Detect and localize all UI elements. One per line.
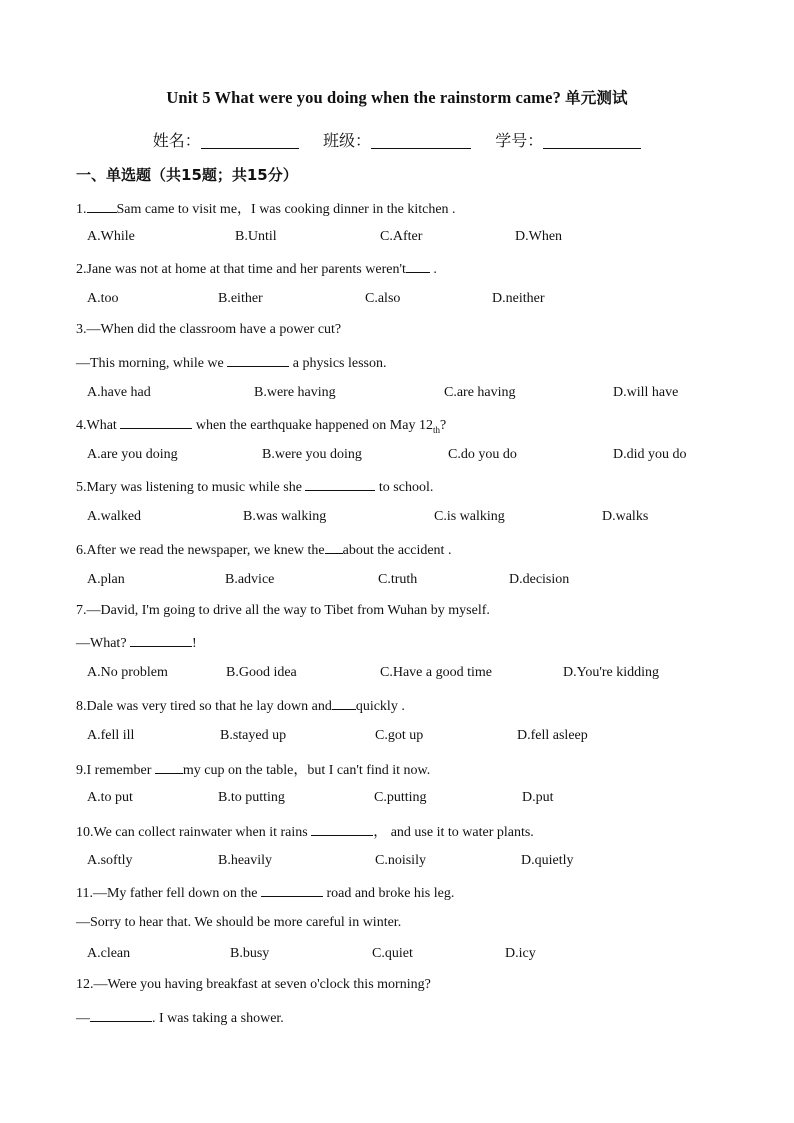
question-number: 12.: [76, 977, 94, 992]
option-c[interactable]: C.truth: [378, 572, 418, 587]
question-12: [76, 977, 431, 993]
option-d[interactable]: D.icy: [505, 946, 536, 961]
option-a[interactable]: A.have had: [87, 385, 151, 400]
answer-blank[interactable]: [325, 541, 343, 554]
question-number: 1.: [76, 202, 87, 217]
question-6: [76, 541, 451, 559]
question-text: —This morning, while we: [76, 356, 224, 371]
question-5: [76, 478, 433, 496]
question-number: 9.: [76, 763, 87, 778]
question-text: —What?: [76, 636, 127, 651]
answer-blank[interactable]: [130, 634, 192, 647]
question-text: —When did the classroom have a power cut?: [86, 322, 342, 337]
option-a[interactable]: A.walked: [87, 509, 142, 524]
option-d[interactable]: D.did you do: [613, 447, 687, 462]
question-number: 10.: [76, 825, 94, 840]
option-a[interactable]: A.clean: [87, 946, 131, 961]
option-b[interactable]: B.Until: [235, 229, 277, 244]
question-number: 5.: [76, 480, 87, 495]
title-chinese: 单元测试: [565, 89, 628, 107]
question-text-end: about the accident .: [342, 543, 452, 558]
option-a[interactable]: A.plan: [87, 572, 125, 587]
option-a[interactable]: A.softly: [87, 853, 133, 868]
question-number: 11.: [76, 886, 93, 901]
question-8: [76, 697, 405, 715]
question-12-line-2: [76, 1009, 284, 1027]
name-label: 姓名：: [152, 131, 201, 150]
option-c[interactable]: C.putting: [374, 790, 427, 805]
ordinal-suffix: th: [432, 424, 440, 435]
option-a[interactable]: A.No problem: [87, 665, 168, 680]
section-heading: 一、单选题（共15题；共15分）: [76, 166, 298, 184]
option-c[interactable]: C.noisily: [375, 853, 426, 868]
page-title: [0, 86, 794, 108]
option-c[interactable]: C.is walking: [434, 509, 505, 524]
question-text: After we read the newspaper, we knew the: [86, 543, 325, 558]
question-11: [76, 884, 454, 902]
question-number: 4.: [76, 418, 87, 433]
question-text: Jane was not at home at that time and her parents weren't: [86, 262, 406, 277]
question-text-end: .: [429, 262, 437, 277]
question-text: —My father fell down on the: [92, 886, 258, 901]
option-c[interactable]: C.quiet: [372, 946, 413, 961]
answer-blank[interactable]: [90, 1009, 152, 1022]
question-text: Sam came to visit me，I was cooking dinner in the kitchen .: [116, 202, 456, 217]
question-9: [76, 759, 430, 779]
question-text: Dale was very tired so that he lay down and: [86, 699, 332, 714]
question-text: —: [76, 1011, 90, 1026]
option-c[interactable]: C.are having: [444, 385, 516, 400]
option-d[interactable]: D.will have: [613, 385, 679, 400]
class-label: 班级：: [322, 131, 371, 150]
option-d[interactable]: D.fell asleep: [517, 728, 588, 743]
option-b[interactable]: B.was walking: [243, 509, 327, 524]
answer-blank[interactable]: [311, 823, 373, 836]
option-d[interactable]: D.put: [522, 790, 554, 805]
question-2: [76, 260, 437, 278]
answer-blank[interactable]: [87, 200, 117, 213]
title-english: Unit 5 What were you doing when the rainstorm came?: [166, 88, 561, 107]
question-text-end: my cup on the table，but I can't find it now.: [182, 763, 431, 778]
question-number: 2.: [76, 262, 87, 277]
id-blank[interactable]: [543, 147, 641, 149]
question-7-line-2: [76, 634, 197, 652]
question-text: —Sorry to hear that. We should be more careful in winter.: [76, 915, 402, 930]
option-d[interactable]: D.decision: [509, 572, 570, 587]
answer-blank[interactable]: [155, 761, 183, 774]
question-text: —Were you having breakfast at seven o'clock this morning?: [93, 977, 431, 992]
question-number: 8.: [76, 699, 87, 714]
question-3-line-2: [76, 354, 386, 372]
option-c[interactable]: C.do you do: [448, 447, 517, 462]
question-text: —David, I'm going to drive all the way to Tibet from Wuhan by myself.: [86, 603, 490, 618]
option-b[interactable]: B.were having: [254, 385, 336, 400]
question-text-end: ， and use it to water plants.: [373, 825, 534, 840]
question-7: [76, 603, 490, 619]
question-10: [76, 821, 534, 841]
class-blank[interactable]: [371, 147, 471, 149]
question-number: 7.: [76, 603, 87, 618]
id-label: 学号：: [495, 131, 544, 150]
option-d[interactable]: D.quietly: [521, 853, 574, 868]
question-text-end: ?: [439, 418, 447, 433]
option-c[interactable]: C.Have a good time: [380, 665, 492, 680]
name-blank[interactable]: [201, 147, 299, 149]
option-c[interactable]: C.got up: [375, 728, 424, 743]
option-a[interactable]: A.to put: [87, 790, 133, 805]
option-a[interactable]: A.fell ill: [87, 728, 135, 743]
question-text: I remember: [86, 763, 152, 778]
option-b[interactable]: B.advice: [225, 572, 275, 587]
answer-blank[interactable]: [227, 354, 289, 367]
answer-blank[interactable]: [261, 884, 323, 897]
option-a[interactable]: A.are you doing: [87, 447, 178, 462]
option-b[interactable]: B.Good idea: [226, 665, 297, 680]
option-b[interactable]: B.either: [218, 291, 263, 306]
question-4: [76, 416, 446, 435]
option-a[interactable]: A.While: [87, 229, 135, 244]
answer-blank[interactable]: [406, 260, 430, 273]
option-d[interactable]: D.When: [515, 229, 563, 244]
question-text-end: !: [192, 636, 197, 651]
answer-blank[interactable]: [305, 478, 375, 491]
question-number: 6.: [76, 543, 87, 558]
option-d[interactable]: D.walks: [602, 509, 649, 524]
question-text-end: . I was taking a shower.: [152, 1011, 284, 1026]
option-b[interactable]: B.were you doing: [262, 447, 362, 462]
option-b[interactable]: B.to putting: [218, 790, 285, 805]
question-number: 3.: [76, 322, 87, 337]
question-text: What: [86, 418, 117, 433]
option-a[interactable]: A.too: [87, 291, 119, 306]
question-text: We can collect rainwater when it rains: [93, 825, 308, 840]
student-info-line: [0, 128, 794, 151]
option-d[interactable]: D.You're kidding: [563, 665, 659, 680]
answer-blank[interactable]: [332, 697, 356, 710]
question-text: when the earthquake happened on May 12: [195, 418, 433, 433]
question-text-end: road and broke his leg.: [326, 886, 455, 901]
question-text-end: quickly .: [355, 699, 405, 714]
question-11-line-2: [76, 915, 401, 931]
answer-blank[interactable]: [120, 416, 192, 429]
option-d[interactable]: D.neither: [492, 291, 545, 306]
option-c[interactable]: C.also: [365, 291, 401, 306]
question-text-end: a physics lesson.: [292, 356, 387, 371]
option-b[interactable]: B.stayed up: [220, 728, 287, 743]
option-b[interactable]: B.heavily: [218, 853, 273, 868]
question-3: [76, 322, 341, 338]
question-1: [76, 198, 456, 218]
option-b[interactable]: B.busy: [230, 946, 270, 961]
question-text-end: to school.: [378, 480, 434, 495]
question-text: Mary was listening to music while she: [86, 480, 302, 495]
option-c[interactable]: C.After: [380, 229, 423, 244]
